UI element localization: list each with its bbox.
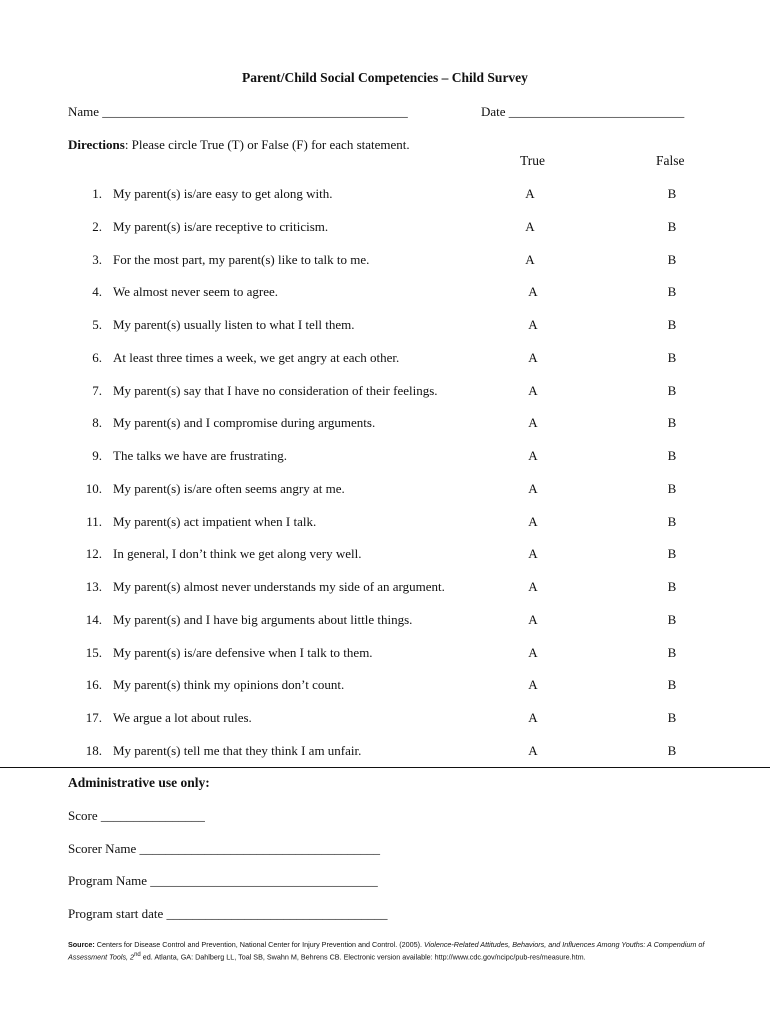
answer-false-option[interactable]: B [667,252,677,267]
answer-true-option[interactable]: A [525,219,535,234]
answer-true-option[interactable]: A [528,317,538,332]
question-text: My parent(s) and I have big arguments about little things. [113,612,413,627]
question-text: My parent(s) act impatient when I talk. [113,514,317,529]
answer-false-option[interactable]: B [667,743,677,758]
question-number: 11. [86,514,102,529]
answer-false-option[interactable]: B [667,481,677,496]
answer-true-option[interactable]: A [528,415,538,430]
question-text: My parent(s) is/are defensive when I talk to them. [113,645,373,660]
answer-false-option[interactable]: B [667,579,677,594]
question-number: 3. [92,252,102,267]
question-text: My parent(s) and I compromise during arguments. [113,415,376,430]
answer-true-option[interactable]: A [528,546,538,561]
true-column-header: True [520,153,546,168]
answer-true-option[interactable]: A [528,514,538,529]
page-title: Parent/Child Social Competencies – Child Survey [242,70,528,85]
question-text: We argue a lot about rules. [113,710,252,725]
question-text: In general, I don’t think we get along very well. [113,546,362,561]
question-number: 9. [92,448,102,463]
answer-true-option[interactable]: A [528,743,538,758]
directions-text: : Please circle True (T) or False (F) for each statement. [124,137,410,152]
question-number: 13. [85,579,102,594]
question-number: 5. [92,317,102,332]
question-number: 4. [92,284,102,299]
question-text: My parent(s) tell me that they think I am unfair. [113,743,362,758]
source-text-2: ed. Atlanta, GA: Dahlberg LL, Toal SB, Swahn M, Behrens CB. Electronic version available: http://www.cdc.gov/ncipc/pub-res/measure.htm. [140,952,586,962]
question-text: For the most part, my parent(s) like to talk to me. [113,252,370,267]
answer-true-option[interactable]: A [525,252,535,267]
answer-false-option[interactable]: B [667,448,677,463]
question-text: My parent(s) is/are receptive to criticism. [113,219,329,234]
source-edition-sup: nd [134,952,141,958]
answer-true-option[interactable]: A [528,645,538,660]
answer-false-option[interactable]: B [667,415,677,430]
admin-title: Administrative use only: [68,775,210,790]
answer-false-option[interactable]: B [667,514,677,529]
answer-true-option[interactable]: A [525,186,535,201]
question-text: My parent(s) is/are often seems angry at me. [113,481,345,496]
answer-false-option[interactable]: B [667,546,677,561]
question-text: My parent(s) think my opinions don’t count. [113,677,345,692]
answer-true-option[interactable]: A [528,448,538,463]
answer-true-option[interactable]: A [528,284,538,299]
question-number: 12. [85,546,102,561]
program-name-field[interactable]: Program Name ___________________________________ [68,873,378,888]
source-text-1: Centers for Disease Control and Prevention, National Center for Injury Prevention and Control. (2005). [94,940,424,949]
question-number: 14. [85,612,102,627]
question-text: My parent(s) say that I have no consideration of their feelings. [113,383,438,398]
question-number: 7. [92,383,102,398]
question-text: My parent(s) usually listen to what I tell them. [113,317,355,332]
question-number: 1. [92,186,102,201]
question-number: 2. [92,219,102,234]
question-number: 18. [85,743,102,758]
answer-true-option[interactable]: A [528,579,538,594]
question-number: 10. [85,481,102,496]
answer-true-option[interactable]: A [528,677,538,692]
directions-label: Directions [68,137,125,152]
answer-false-option[interactable]: B [667,612,677,627]
answer-true-option[interactable]: A [528,350,538,365]
score-field[interactable]: Score ________________ [68,808,205,823]
name-field[interactable]: Name _______________________________________________ [68,104,408,119]
answer-false-option[interactable]: B [667,383,677,398]
question-text: We almost never seem to agree. [113,284,278,299]
divider [0,767,770,768]
answer-true-option[interactable]: A [528,383,538,398]
answer-false-option[interactable]: B [667,710,677,725]
answer-true-option[interactable]: A [528,612,538,627]
program-start-date-field[interactable]: Program start date __________________________________ [68,906,388,921]
answer-false-option[interactable]: B [667,284,677,299]
source-citation [68,940,708,962]
question-number: 17. [85,710,102,725]
answer-true-option[interactable]: A [528,481,538,496]
date-field[interactable]: Date ___________________________ [481,104,685,119]
scorer-name-field[interactable]: Scorer Name _____________________________________ [68,841,380,856]
answer-false-option[interactable]: B [667,186,677,201]
source-title: Violence-Related Attitudes, Behaviors, and Influences Among Youths: A Compendium of Assessment Tools, 2 [68,940,705,962]
answer-true-option[interactable]: A [528,710,538,725]
answer-false-option[interactable]: B [667,645,677,660]
question-text: At least three times a week, we get angry at each other. [113,350,400,365]
answer-false-option[interactable]: B [667,677,677,692]
directions [68,137,410,153]
answer-false-option[interactable]: B [667,219,677,234]
answer-false-option[interactable]: B [667,317,677,332]
question-text: My parent(s) is/are easy to get along with. [113,186,333,201]
question-number: 16. [85,677,102,692]
question-number: 6. [92,350,102,365]
question-number: 8. [92,415,102,430]
answer-false-option[interactable]: B [667,350,677,365]
false-column-header: False [656,153,685,168]
question-text: My parent(s) almost never understands my side of an argument. [113,579,445,594]
question-text: The talks we have are frustrating. [113,448,287,463]
question-number: 15. [85,645,102,660]
source-label: Source: [68,940,95,949]
